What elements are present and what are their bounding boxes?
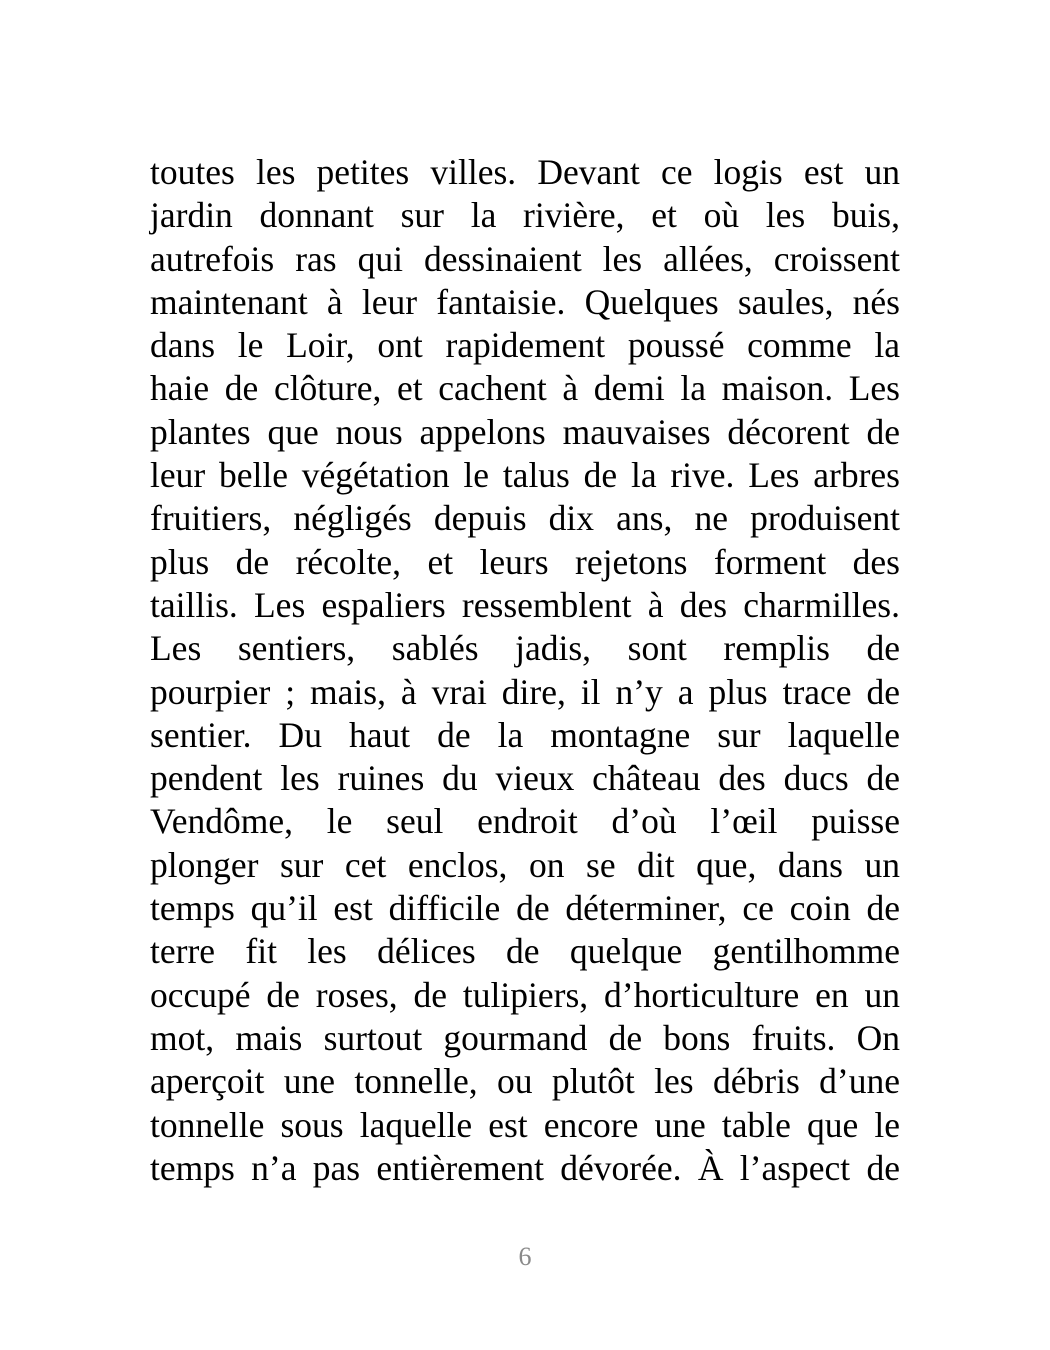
text-line: aperçoit une tonnelle, ou plutôt les débris d’une: [150, 1061, 900, 1102]
text-line: occupé de roses, de tulipiers, d’horticulture en un: [150, 974, 900, 1015]
text-line: tonnelle sous laquelle est encore une table que le: [150, 1104, 900, 1145]
text-line: plantes que nous appelons mauvaises décorent de: [150, 411, 900, 452]
text-line: maintenant à leur fantaisie. Quelques saules, nés: [150, 281, 900, 322]
page-number: 6: [518, 1242, 532, 1271]
text-line: Vendôme, le seul endroit d’où l’œil puisse: [150, 801, 900, 842]
text-line: haie de clôture, et cachent à demi la maison. Les: [150, 368, 900, 409]
text-line: pendent les ruines du vieux château des ducs de: [150, 758, 900, 799]
text-line: temps n’a pas entièrement dévorée. À l’aspect de: [150, 1147, 900, 1188]
text-line: pourpier ; mais, à vrai dire, il n’y a plus trace de: [150, 671, 900, 712]
text-line: dans le Loir, ont rapidement poussé comme la: [150, 325, 900, 366]
text-line: autrefois ras qui dessinaient les allées, croissent: [150, 238, 900, 279]
body-text: [150, 151, 900, 1190]
text-line: Les sentiers, sablés jadis, sont remplis de: [150, 628, 900, 669]
text-line: taillis. Les espaliers ressemblent à des charmilles.: [150, 584, 900, 625]
text-line: leur belle végétation le talus de la rive. Les arbres: [150, 455, 900, 496]
text-line: jardin donnant sur la rivière, et où les buis,: [150, 195, 900, 236]
text-line: temps qu’il est difficile de déterminer, ce coin de: [150, 888, 900, 929]
text-line: mot, mais surtout gourmand de bons fruits. On: [150, 1017, 900, 1058]
text-line: plus de récolte, et leurs rejetons forment des: [150, 541, 900, 582]
text-line: fruitiers, négligés depuis dix ans, ne produisent: [150, 498, 900, 539]
text-line: toutes les petites villes. Devant ce logis est un: [150, 152, 900, 192]
text-line: plonger sur cet enclos, on se dit que, dans un: [150, 844, 900, 885]
text-line: terre fit les délices de quelque gentilhomme: [150, 931, 900, 972]
text-line: sentier. Du haut de la montagne sur laquelle: [150, 714, 900, 755]
